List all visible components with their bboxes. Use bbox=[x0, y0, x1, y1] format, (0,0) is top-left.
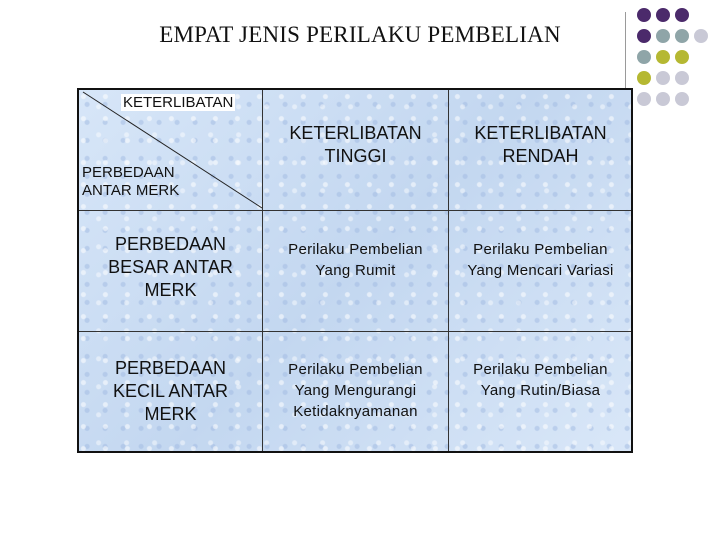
decorative-dot-grid bbox=[637, 8, 717, 118]
column-header-low-involvement: KETERLIBATAN RENDAH bbox=[474, 123, 607, 166]
page-title: EMPAT JENIS PERILAKU PEMBELIAN bbox=[159, 22, 561, 47]
column-header-high-involvement: KETERLIBATAN TINGGI bbox=[289, 123, 422, 166]
corner-header-involvement: KETERLIBATAN bbox=[123, 94, 234, 111]
decorative-dot bbox=[656, 92, 670, 106]
decorative-dot bbox=[656, 8, 670, 22]
decorative-dot bbox=[675, 71, 689, 85]
decorative-dot bbox=[637, 92, 651, 106]
decorative-dot bbox=[656, 29, 670, 43]
purchase-behavior-table bbox=[77, 88, 633, 453]
decorative-dot bbox=[675, 50, 689, 64]
row-header-small-difference: PERBEDAAN KECIL ANTAR MERK bbox=[112, 358, 229, 424]
decorative-dot bbox=[637, 29, 651, 43]
row-header-large-difference: PERBEDAAN BESAR ANTAR MERK bbox=[108, 233, 233, 300]
decorative-dot bbox=[656, 50, 670, 64]
cell-dissonance-reducing-buying: Perilaku Pembelian Yang Mengurangi Ketidaknyamanan bbox=[288, 361, 423, 420]
decorative-dot bbox=[637, 50, 651, 64]
decorative-dot bbox=[675, 29, 689, 43]
cell-variety-seeking-buying: Perilaku Pembelian Yang Mencari Variasi bbox=[467, 241, 614, 279]
decorative-dot bbox=[694, 29, 708, 43]
cell-complex-buying: Perilaku Pembelian Yang Rumit bbox=[288, 241, 423, 279]
decorative-dot bbox=[637, 8, 651, 22]
decorative-dot bbox=[656, 71, 670, 85]
decorative-dot bbox=[675, 92, 689, 106]
decorative-dot bbox=[675, 8, 689, 22]
corner-header-brand-difference: PERBEDAAN ANTAR MERK bbox=[82, 164, 180, 199]
decorative-dot bbox=[637, 71, 651, 85]
cell-habitual-buying: Perilaku Pembelian Yang Rutin/Biasa bbox=[473, 361, 608, 399]
